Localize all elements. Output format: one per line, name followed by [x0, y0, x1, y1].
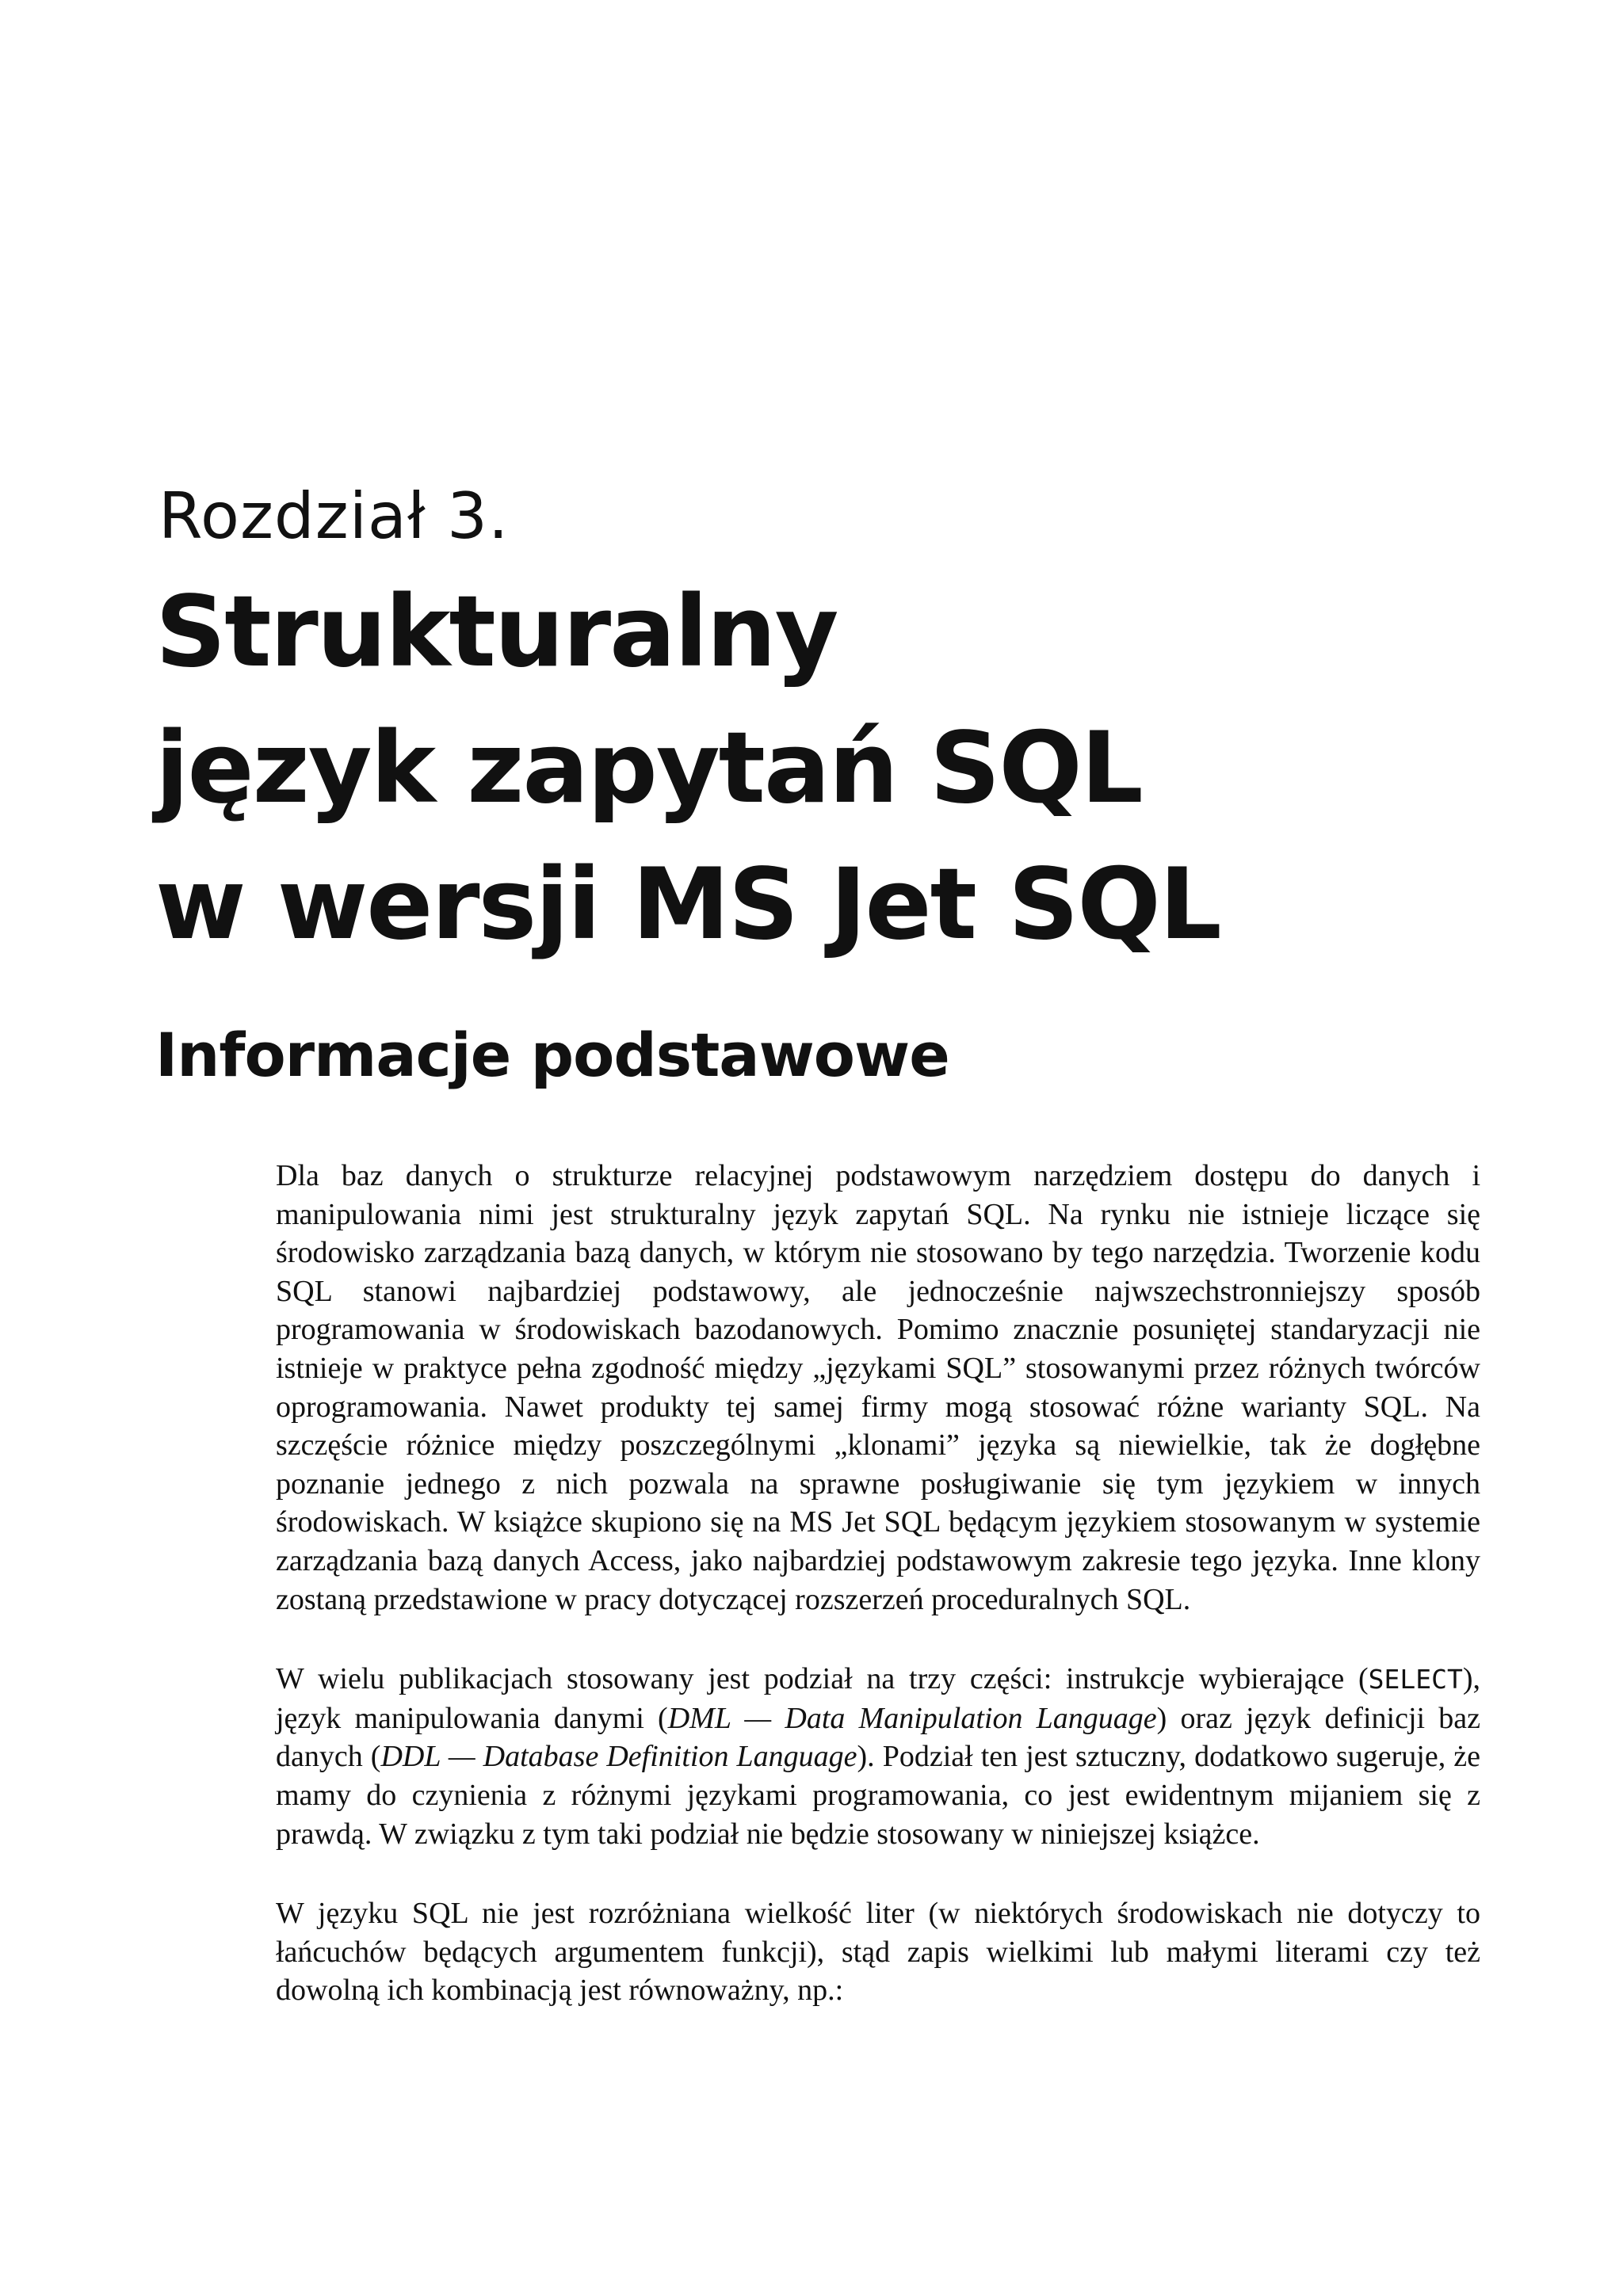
- paragraph-2-part-b: ), język manipulowania danymi (: [276, 1662, 1480, 1735]
- paragraph-2: [276, 1660, 1480, 1853]
- paragraph-2-part-c: ) oraz język definicji baz danych (: [276, 1701, 1480, 1774]
- paragraph-1: Dla baz danych o strukturze relacyjnej podstawowym narzędziem dostępu do danych i manipulowania nimi jest strukturalny język zapytań SQL. Na rynku nie istnieje liczące się środowisko zarządzania bazą danych, w którym nie stosowano by tego narzędzia. Tworzenie kodu SQL stanowi najbardziej podstawowy, ale jednocześnie najwszechstronniejszy sposób programowania w środowiskach bazodanowych. Pomimo znacznie posuniętej standaryzacji nie istnieje w praktyce pełna zgodność między „językami SQL” stosowanymi przez różnych twórców oprogramowania. Nawet produkty tej samej firmy mogą stosować różne warianty SQL. Na szczęście różnice między poszczególnymi „klonami” języka są niewielkie, tak że dogłębne poznanie jednego z nich pozwala na sprawne posługiwanie się tym językiem w innych środowiskach. W książce skupiono się na MS Jet SQL będącym językiem stosowanym w systemie zarządzania bazą danych Access, jako najbardziej podstawowym zakresie tego języka. Inne klony zostaną przedstawione w pracy dotyczącej rozszerzeń proceduralnych SQL.: [276, 1159, 1480, 1616]
- chapter-title-line-3: w wersji MS Jet SQL: [155, 848, 1220, 962]
- chapter-title-line-2: język zapytań SQL: [155, 711, 1142, 826]
- section-heading: Informacje podstawowe: [155, 1020, 949, 1090]
- paragraph-2-part-a: W wielu publikacjach stosowany jest podział na trzy części: instrukcje wybierające (: [276, 1662, 1369, 1696]
- select-keyword: SELECT: [1368, 1664, 1463, 1695]
- ddl-term: DDL — Database Definition Language: [380, 1740, 857, 1774]
- chapter-label: Rozdział 3.: [158, 479, 510, 553]
- paragraph-2-part-d: ). Podział ten jest sztuczny, dodatkowo sugeruje, że mamy do czynienia z różnymi językami programowania, co jest ewidentnym mijaniem się z prawdą. W związku z tym taki podział nie będzie stosowany w niniejszej książce.: [276, 1740, 1480, 1851]
- chapter-title-line-1: Strukturalny: [155, 575, 838, 689]
- paragraph-3: W języku SQL nie jest rozróżniana wielkość liter (w niektórych środowiskach nie dotyczy to łańcuchów będących argumentem funkcji), stąd zapis wielkimi lub małymi literami czy też dowolną ich kombinacją jest równoważny, np.:: [276, 1897, 1480, 2008]
- body-text: [276, 1157, 1480, 2051]
- dml-term: DML — Data Manipulation Language: [667, 1701, 1157, 1735]
- chapter-title: [155, 564, 1550, 973]
